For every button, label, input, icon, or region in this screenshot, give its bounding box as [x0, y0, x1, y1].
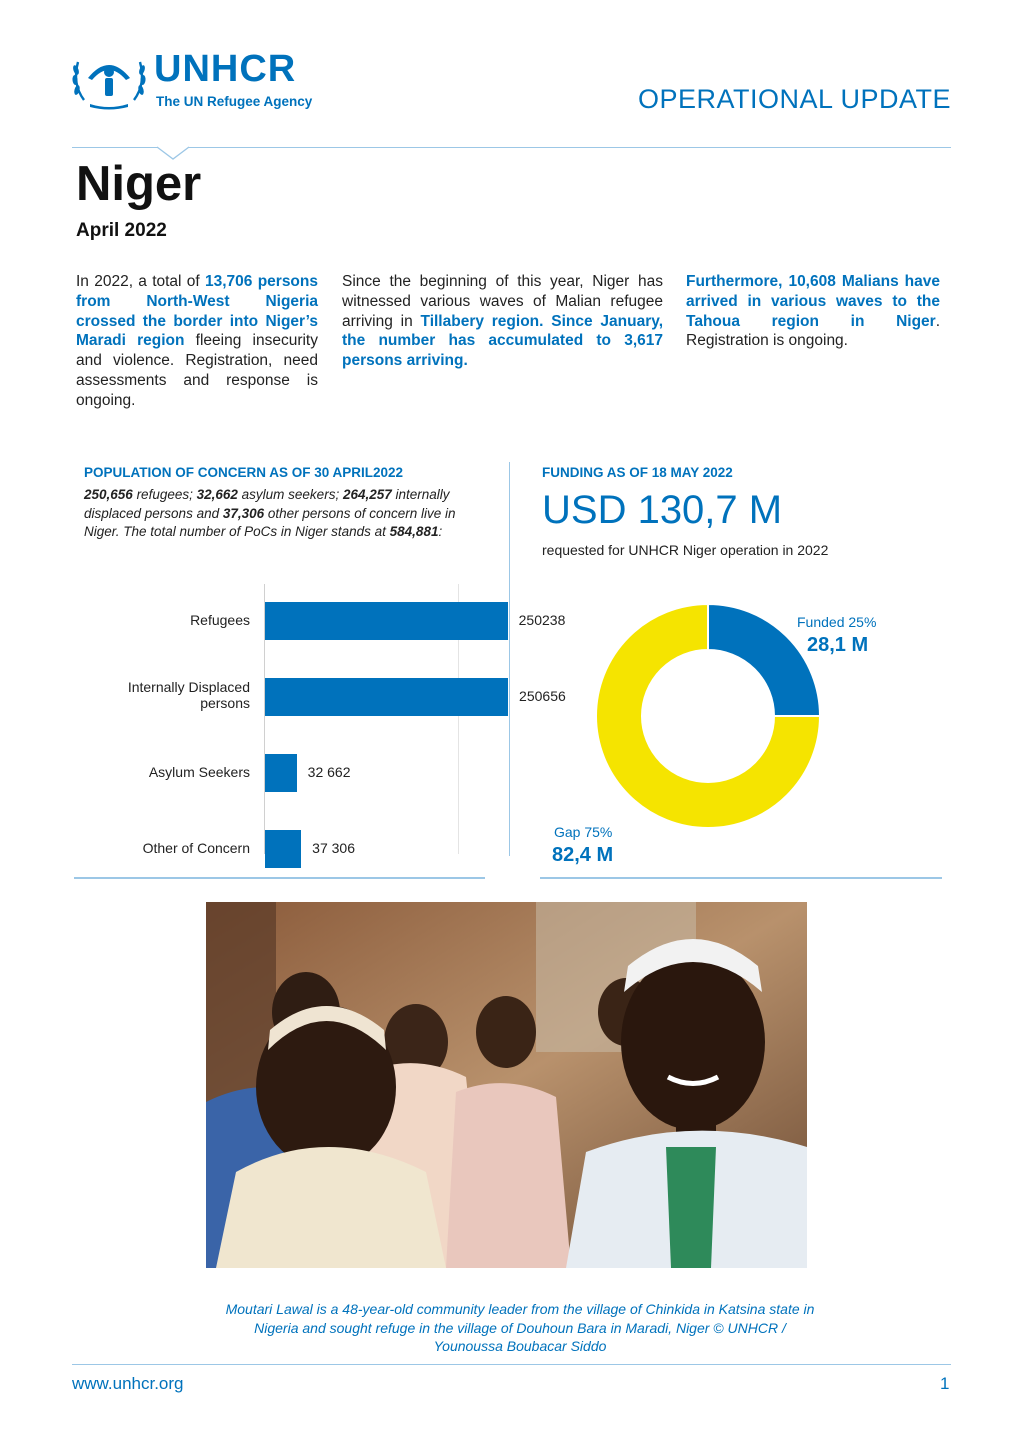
bar-category-label: Asylum Seekers	[148, 764, 250, 780]
intro-column-3: Furthermore, 10,608 Malians have arrived in various waves to the Tahoua region in Niger. Registration is ongoing.	[686, 273, 940, 350]
website-link[interactable]: www.unhcr.org	[72, 1374, 184, 1393]
page-title: Niger	[76, 157, 202, 211]
gap-label: Gap 75%	[554, 824, 613, 840]
bar-value-label: 32 662	[307, 764, 351, 780]
funding-requested-note: requested for UNHCR Niger operation in 2022	[542, 542, 829, 558]
photo-illustration	[206, 902, 807, 1268]
intro-column-1: In 2022, a total of 13,706 persons from North-West Nigeria crossed the border into Niger’s Maradi region fleeing insecurity and violence. Registration, need assessments and response is ongoing.	[76, 273, 318, 409]
unhcr-logo	[70, 48, 350, 114]
population-description: 250,656 refugees; 32,662 asylum seekers; 264,257 internally displaced persons and 37,306 other persons of concern live in Niger. The total number of PoCs in Niger stands at 584,881:	[84, 487, 456, 539]
gap-amount: 82,4 M	[552, 844, 614, 866]
section-divider-vertical	[509, 462, 510, 856]
intro-col3-highlight: Furthermore, 10,608 Malians have arrived in various waves to the Tahoua region in Niger	[686, 273, 940, 330]
bar-value-label: 37 306	[312, 840, 355, 856]
photo	[206, 902, 807, 1268]
report-date: April 2022	[76, 220, 167, 241]
document-type: OPERATIONAL UPDATE	[637, 84, 951, 114]
header-rule	[72, 147, 951, 148]
funded-amount: 28,1 M	[807, 634, 869, 656]
funding-amount: USD 130,7 M	[542, 488, 783, 532]
bar-value-label: 250238	[518, 612, 566, 628]
population-section-title: POPULATION OF CONCERN AS OF 30 APRIL2022	[84, 465, 404, 480]
bar	[265, 830, 301, 868]
bar-category-label: Internally Displaced persons	[127, 679, 250, 711]
funding-section-title: FUNDING AS OF 18 MAY 2022	[542, 465, 733, 480]
funding-donut-chart	[540, 590, 940, 870]
intro-col1-highlight: 13,706 persons from North-West Nigeria crossed the border into Niger’s Maradi region	[76, 273, 318, 350]
bar	[265, 602, 508, 640]
population-bar-chart	[76, 584, 566, 856]
bar-category-label: Refugees	[190, 612, 250, 628]
bar	[265, 678, 508, 716]
photo-caption: Moutari Lawal is a 48-year-old community leader from the village of Chinkida in Katsina state in Nigeria and sought refuge in the village of Douhoun Bara in Maradi, Niger © UNHCR / Younoussa Boubacar Siddo	[225, 1301, 815, 1354]
section-bottom-rule-left	[74, 877, 485, 879]
unhcr-emblem-icon	[70, 48, 148, 110]
footer-rule	[72, 1364, 951, 1365]
intro-column-2: Since the beginning of this year, Niger has witnessed various waves of Malian refugee arriving in Tillabery region. Since January, the number has accumulated to 3,617 persons arriving.	[342, 273, 664, 370]
page-number: 1	[940, 1374, 950, 1393]
funded-label: Funded 25%	[797, 614, 877, 630]
bar	[265, 754, 297, 792]
logo-tagline: The UN Refugee Agency	[156, 94, 313, 109]
bar-category-label: Other of Concern	[142, 840, 250, 856]
logo-wordmark: UNHCR	[154, 48, 297, 90]
section-bottom-rule-right	[540, 877, 942, 879]
bar-value-label: 250656	[519, 688, 566, 704]
intro-col2-highlight: Tillabery region. Since January, the number has accumulated to 3,617 persons arriving.	[342, 312, 664, 370]
